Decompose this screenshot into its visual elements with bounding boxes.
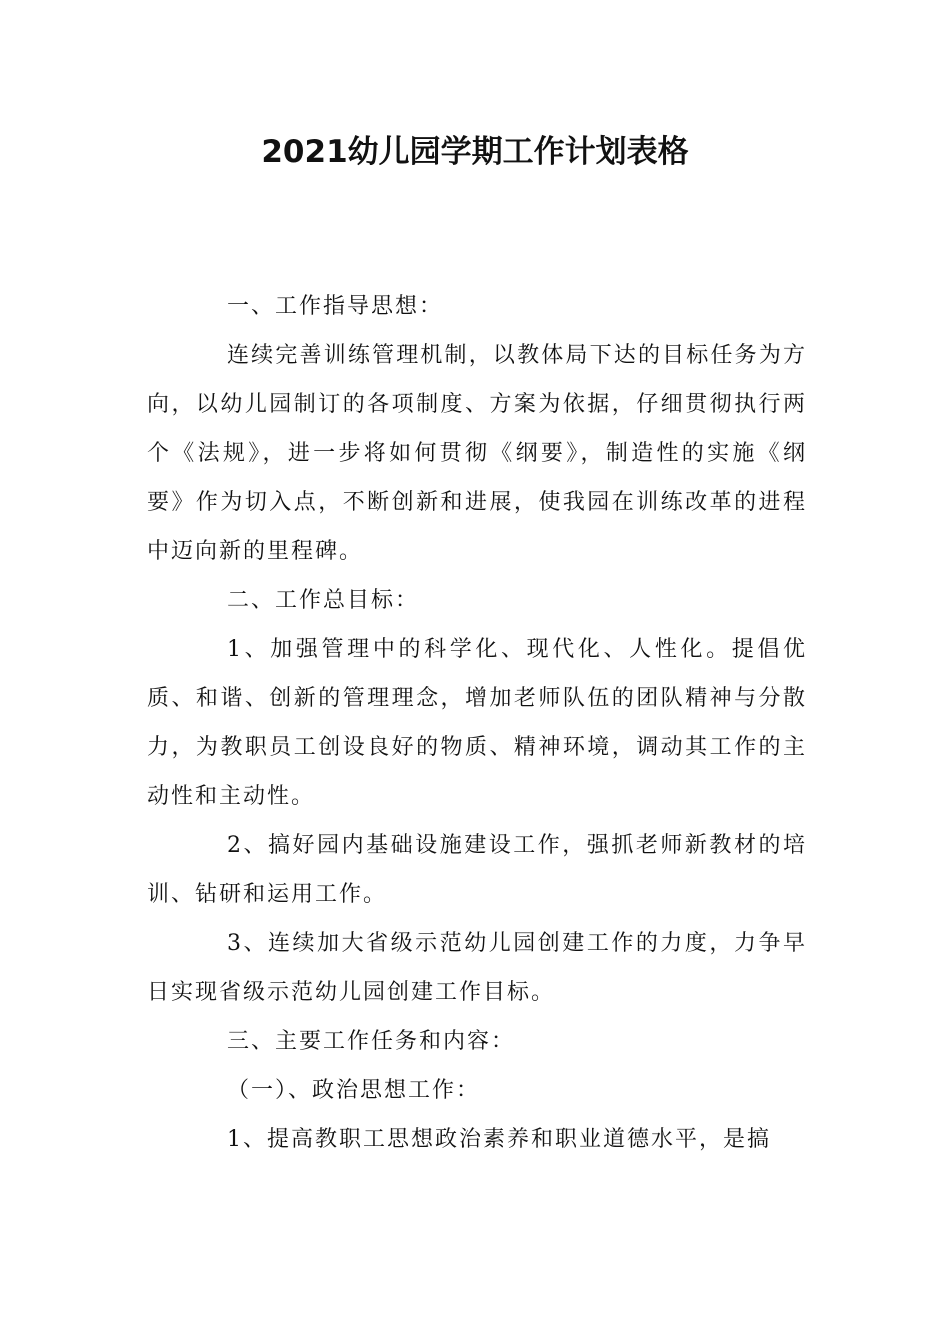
task-item-1: 1、提高教职工思想政治素养和职业道德水平，是搞: [227, 1127, 771, 1152]
heading-overall-goals: 二、工作总目标：: [227, 588, 420, 613]
document-title: 2021幼儿园学期工作计划表格: [261, 134, 689, 170]
goal-item-2: 2、搞好园内基础设施建设工作，强抓老师新教材的培训、钻研和运用工作。: [147, 833, 807, 907]
heading-main-tasks: 三、主要工作任务和内容：: [227, 1029, 516, 1054]
paragraph-guiding-ideology: 连续完善训练管理机制，以教体局下达的目标任务为方向，以幼儿园制订的各项制度、方案为依据，仔细贯彻执行两个《法规》，进一步将如何贯彻《纲要》，制造性的实施《纲要》作为切入点，不断创新和进展，使我园在训练改革的进程中迈向新的里程碑。: [147, 343, 807, 564]
subheading-political-work: （一）、政治思想工作：: [227, 1078, 481, 1103]
goal-item-3: 3、连续加大省级示范幼儿园创建工作的力度，力争早日实现省级示范幼儿园创建工作目标。: [147, 931, 807, 1005]
heading-guiding-ideology: 一、工作指导思想：: [227, 294, 444, 319]
document-body: [147, 282, 807, 1164]
goal-item-1: 1、加强管理中的科学化、现代化、人性化。提倡优质、和谐、创新的管理理念，增加老师队伍的团队精神与分散力，为教职员工创设良好的物质、精神环境，调动其工作的主动性和主动性。: [147, 637, 807, 809]
